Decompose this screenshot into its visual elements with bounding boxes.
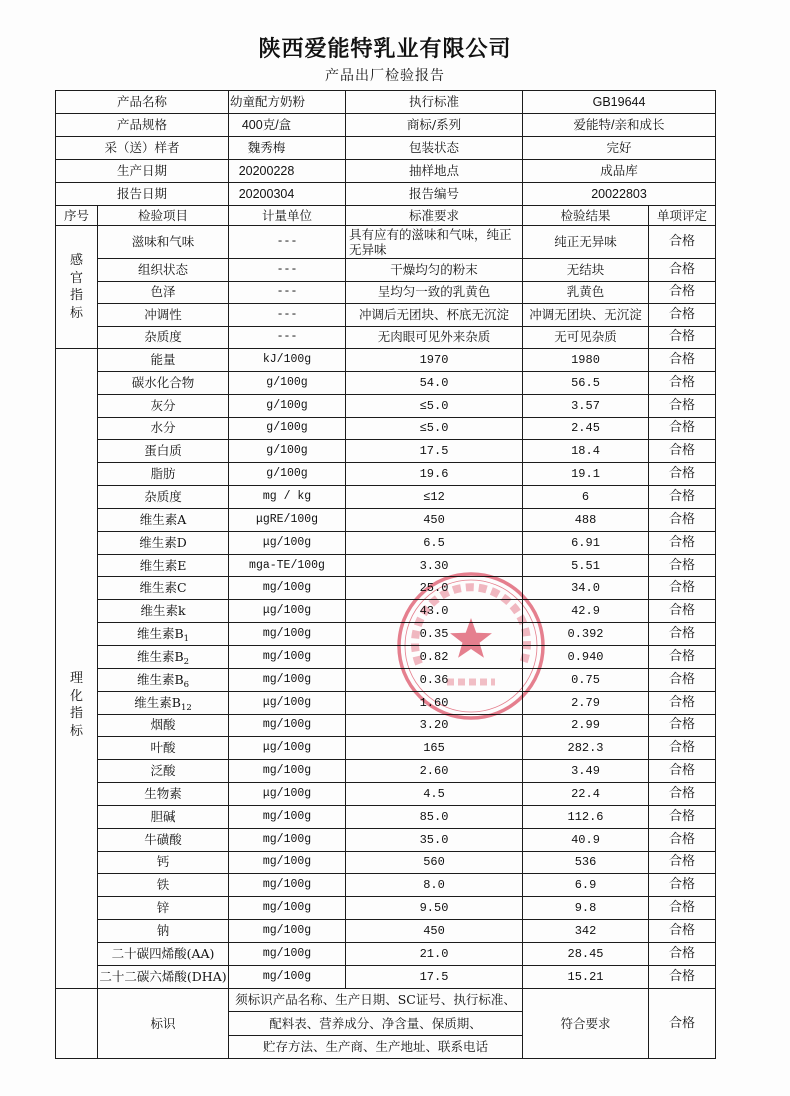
result-row (56, 805, 716, 828)
standard-requirement: 450 (346, 508, 523, 531)
result-row (56, 942, 716, 965)
verdict: 合格 (649, 463, 716, 486)
info-label: 抽样地点 (346, 160, 523, 183)
standard-requirement: 呈均匀一致的乳黄色 (346, 281, 523, 304)
column-header: 计量单位 (229, 206, 346, 226)
standard-requirement: 9.50 (346, 897, 523, 920)
company-title: 陕西爱能特乳业有限公司 (258, 37, 512, 62)
result-row (56, 394, 716, 417)
labeling-requirement: 贮存方法、生产商、生产地址、联系电话 (229, 1035, 523, 1059)
verdict: 合格 (649, 304, 716, 327)
info-label: 生产日期 (56, 160, 229, 183)
result-row (56, 554, 716, 577)
test-result: 15.21 (523, 965, 649, 988)
item-name (98, 691, 229, 714)
result-row (56, 281, 716, 304)
result-row (56, 304, 716, 327)
test-result: 112.6 (523, 805, 649, 828)
result-row (56, 737, 716, 760)
verdict: 合格 (649, 417, 716, 440)
item-name: 锌 (98, 897, 229, 920)
verdict: 合格 (649, 326, 716, 349)
unit: mg/100g (229, 760, 346, 783)
result-row (56, 760, 716, 783)
unit: --- (229, 259, 346, 282)
test-result: 40.9 (523, 828, 649, 851)
column-header-row (56, 206, 716, 226)
item-name-text: 维生素B (136, 671, 184, 687)
standard-requirement: ≤5.0 (346, 417, 523, 440)
item-name: 水分 (98, 417, 229, 440)
result-row (56, 486, 716, 509)
test-result: 19.1 (523, 463, 649, 486)
unit: mg/100g (229, 897, 346, 920)
info-row (56, 183, 716, 206)
result-row (56, 371, 716, 394)
item-name: 维生素C (98, 577, 229, 600)
test-result: 22.4 (523, 783, 649, 806)
unit: μg/100g (229, 531, 346, 554)
test-result: 6.91 (523, 531, 649, 554)
info-value: 魏秀梅 (229, 137, 346, 160)
item-name: 泛酸 (98, 760, 229, 783)
standard-requirement: 21.0 (346, 942, 523, 965)
result-row (56, 874, 716, 897)
verdict: 合格 (649, 226, 716, 259)
standard-requirement: 2.60 (346, 760, 523, 783)
standard-requirement: 具有应有的滋味和气味，纯正无异味 (346, 226, 523, 259)
verdict: 合格 (649, 920, 716, 943)
item-name: 维生素E (98, 554, 229, 577)
unit: --- (229, 326, 346, 349)
standard-requirement: 450 (346, 920, 523, 943)
standard-requirement: 0.36 (346, 668, 523, 691)
item-name: 冲调性 (98, 304, 229, 327)
standard-requirement: 1.60 (346, 691, 523, 714)
test-result: 28.45 (523, 942, 649, 965)
test-result: 2.79 (523, 691, 649, 714)
item-name: 维生素k (98, 600, 229, 623)
info-label: 报告编号 (346, 183, 523, 206)
labeling-row (56, 988, 716, 1012)
verdict: 合格 (649, 942, 716, 965)
result-row (56, 897, 716, 920)
standard-requirement: 6.5 (346, 531, 523, 554)
standard-requirement: 0.35 (346, 623, 523, 646)
standard-requirement: 干燥均匀的粉末 (346, 259, 523, 282)
unit: mg/100g (229, 828, 346, 851)
info-value: 20200228 (229, 160, 346, 183)
verdict: 合格 (649, 281, 716, 304)
result-row (56, 600, 716, 623)
unit: mg/100g (229, 577, 346, 600)
standard-requirement: 25.0 (346, 577, 523, 600)
test-result: 乳黄色 (523, 281, 649, 304)
test-result: 符合要求 (523, 988, 649, 1059)
test-result: 56.5 (523, 371, 649, 394)
test-result: 42.9 (523, 600, 649, 623)
item-name: 维生素D (98, 531, 229, 554)
item-name (98, 623, 229, 646)
info-value: 爱能特/亲和成长 (523, 114, 716, 137)
test-result: 0.940 (523, 645, 649, 668)
test-result: 536 (523, 851, 649, 874)
inspection-table-body (56, 91, 716, 1059)
standard-requirement: ≤12 (346, 486, 523, 509)
test-result: 无可见杂质 (523, 326, 649, 349)
item-name: 蛋白质 (98, 440, 229, 463)
item-name: 胆碱 (98, 805, 229, 828)
unit: mg/100g (229, 645, 346, 668)
verdict: 合格 (649, 805, 716, 828)
unit: μg/100g (229, 691, 346, 714)
unit: --- (229, 304, 346, 327)
column-header: 序号 (56, 206, 98, 226)
info-value: 成品库 (523, 160, 716, 183)
item-name: 牛磺酸 (98, 828, 229, 851)
result-row (56, 226, 716, 259)
result-row (56, 508, 716, 531)
result-row (56, 714, 716, 737)
item-name: 杂质度 (98, 326, 229, 349)
unit: g/100g (229, 440, 346, 463)
test-result: 488 (523, 508, 649, 531)
info-label: 产品规格 (56, 114, 229, 137)
verdict: 合格 (649, 737, 716, 760)
item-name (98, 668, 229, 691)
verdict: 合格 (649, 371, 716, 394)
item-name: 杂质度 (98, 486, 229, 509)
standard-requirement: 无肉眼可见外来杂质 (346, 326, 523, 349)
item-name: 能量 (98, 349, 229, 372)
unit: mg/100g (229, 965, 346, 988)
item-subscript: 1 (183, 634, 190, 645)
result-row (56, 440, 716, 463)
unit: mg/100g (229, 942, 346, 965)
verdict: 合格 (649, 486, 716, 509)
standard-requirement: 54.0 (346, 371, 523, 394)
item-name: 烟酸 (98, 714, 229, 737)
unit: g/100g (229, 417, 346, 440)
unit: mg / kg (229, 486, 346, 509)
test-result: 282.3 (523, 737, 649, 760)
item-name-text: 维生素B (136, 626, 184, 642)
verdict: 合格 (649, 988, 716, 1059)
item-name: 组织状态 (98, 259, 229, 282)
test-result: 6 (523, 486, 649, 509)
info-value: 400克/盒 (229, 114, 346, 137)
labeling-requirement: 须标识产品名称、生产日期、SC证号、执行标准、 (229, 988, 523, 1012)
unit: mga-TE/100g (229, 554, 346, 577)
info-value: 完好 (523, 137, 716, 160)
result-row (56, 645, 716, 668)
item-name: 二十碳四烯酸(AA) (98, 942, 229, 965)
item-name: 叶酸 (98, 737, 229, 760)
info-label: 报告日期 (56, 183, 229, 206)
info-row (56, 160, 716, 183)
result-row (56, 623, 716, 646)
info-value: 20022803 (523, 183, 716, 206)
result-row (56, 349, 716, 372)
standard-requirement: 165 (346, 737, 523, 760)
unit: mg/100g (229, 623, 346, 646)
unit: mg/100g (229, 805, 346, 828)
standard-requirement: 8.0 (346, 874, 523, 897)
test-result: 3.57 (523, 394, 649, 417)
standard-requirement: 85.0 (346, 805, 523, 828)
item-name-text: 维生素B (136, 648, 184, 664)
item-name: 标识 (98, 988, 229, 1059)
standard-requirement: 冲调后无团块、杯底无沉淀 (346, 304, 523, 327)
result-row (56, 783, 716, 806)
test-result: 3.49 (523, 760, 649, 783)
verdict: 合格 (649, 531, 716, 554)
item-name: 色泽 (98, 281, 229, 304)
result-row (56, 851, 716, 874)
unit: g/100g (229, 371, 346, 394)
unit: g/100g (229, 463, 346, 486)
item-name: 碳水化合物 (98, 371, 229, 394)
unit: --- (229, 281, 346, 304)
group-label-sensory: 感官指标 (69, 253, 83, 321)
standard-requirement: 560 (346, 851, 523, 874)
inspection-table (55, 90, 716, 1059)
verdict: 合格 (649, 394, 716, 417)
info-value: GB19644 (523, 91, 716, 114)
result-row (56, 668, 716, 691)
info-value: 20200304 (229, 183, 346, 206)
group-label-physchem: 理化指标 (69, 671, 83, 739)
unit: μg/100g (229, 600, 346, 623)
result-row (56, 463, 716, 486)
verdict: 合格 (649, 965, 716, 988)
test-result: 342 (523, 920, 649, 943)
report-subtitle: 产品出厂检验报告 (325, 68, 445, 84)
standard-requirement: ≤5.0 (346, 394, 523, 417)
verdict: 合格 (649, 577, 716, 600)
verdict: 合格 (649, 851, 716, 874)
column-header: 标准要求 (346, 206, 523, 226)
test-result: 5.51 (523, 554, 649, 577)
test-result: 9.8 (523, 897, 649, 920)
info-label: 商标/系列 (346, 114, 523, 137)
result-row (56, 259, 716, 282)
verdict: 合格 (649, 691, 716, 714)
test-result: 2.99 (523, 714, 649, 737)
standard-requirement: 1970 (346, 349, 523, 372)
result-row (56, 326, 716, 349)
item-name: 铁 (98, 874, 229, 897)
test-result: 0.75 (523, 668, 649, 691)
info-label: 产品名称 (56, 91, 229, 114)
info-row (56, 137, 716, 160)
info-label: 采（送）样者 (56, 137, 229, 160)
unit: mg/100g (229, 714, 346, 737)
group-cell-physchem (56, 349, 98, 989)
test-result: 6.9 (523, 874, 649, 897)
verdict: 合格 (649, 714, 716, 737)
group-cell-sensory (56, 226, 98, 349)
result-row (56, 965, 716, 988)
verdict: 合格 (649, 668, 716, 691)
labeling-requirement: 配料表、营养成分、净含量、保质期、 (229, 1012, 523, 1036)
verdict: 合格 (649, 554, 716, 577)
item-subscript: 2 (183, 656, 190, 667)
info-row (56, 114, 716, 137)
item-subscript: 6 (183, 679, 190, 690)
verdict: 合格 (649, 259, 716, 282)
item-name-text: 维生素B (134, 694, 181, 710)
verdict: 合格 (649, 828, 716, 851)
test-result: 无结块 (523, 259, 649, 282)
item-name: 二十二碳六烯酸(DHA) (98, 965, 229, 988)
item-name: 灰分 (98, 394, 229, 417)
verdict: 合格 (649, 874, 716, 897)
test-result: 1980 (523, 349, 649, 372)
unit: μgRE/100g (229, 508, 346, 531)
standard-requirement: 3.20 (346, 714, 523, 737)
standard-requirement: 4.5 (346, 783, 523, 806)
column-header: 检验项目 (98, 206, 229, 226)
unit: kJ/100g (229, 349, 346, 372)
item-name (98, 645, 229, 668)
verdict: 合格 (649, 349, 716, 372)
unit: μg/100g (229, 737, 346, 760)
standard-requirement: 43.0 (346, 600, 523, 623)
info-label: 包装状态 (346, 137, 523, 160)
unit: --- (229, 226, 346, 259)
test-result: 0.392 (523, 623, 649, 646)
item-name: 脂肪 (98, 463, 229, 486)
result-row (56, 828, 716, 851)
unit: mg/100g (229, 874, 346, 897)
verdict: 合格 (649, 600, 716, 623)
unit: mg/100g (229, 668, 346, 691)
verdict: 合格 (649, 783, 716, 806)
test-result: 2.45 (523, 417, 649, 440)
verdict: 合格 (649, 760, 716, 783)
item-name: 滋味和气味 (98, 226, 229, 259)
result-row (56, 920, 716, 943)
info-label: 执行标准 (346, 91, 523, 114)
standard-requirement: 0.82 (346, 645, 523, 668)
item-subscript: 12 (180, 702, 192, 713)
item-name: 钙 (98, 851, 229, 874)
verdict: 合格 (649, 623, 716, 646)
info-row (56, 91, 716, 114)
result-row (56, 577, 716, 600)
column-header: 检验结果 (523, 206, 649, 226)
verdict: 合格 (649, 508, 716, 531)
standard-requirement: 19.6 (346, 463, 523, 486)
standard-requirement: 17.5 (346, 965, 523, 988)
item-name: 钠 (98, 920, 229, 943)
unit: μg/100g (229, 783, 346, 806)
standard-requirement: 3.30 (346, 554, 523, 577)
result-row (56, 531, 716, 554)
result-row (56, 417, 716, 440)
info-value: 幼童配方奶粉 (229, 91, 346, 114)
standard-requirement: 17.5 (346, 440, 523, 463)
item-name: 生物素 (98, 783, 229, 806)
unit: g/100g (229, 394, 346, 417)
blank-cell (56, 988, 98, 1059)
verdict: 合格 (649, 440, 716, 463)
test-result: 冲调无团块、无沉淀 (523, 304, 649, 327)
test-result: 18.4 (523, 440, 649, 463)
unit: mg/100g (229, 851, 346, 874)
verdict: 合格 (649, 897, 716, 920)
unit: mg/100g (229, 920, 346, 943)
column-header: 单项评定 (649, 206, 716, 226)
standard-requirement: 35.0 (346, 828, 523, 851)
test-result: 纯正无异味 (523, 226, 649, 259)
verdict: 合格 (649, 645, 716, 668)
test-result: 34.0 (523, 577, 649, 600)
result-row (56, 691, 716, 714)
item-name: 维生素A (98, 508, 229, 531)
